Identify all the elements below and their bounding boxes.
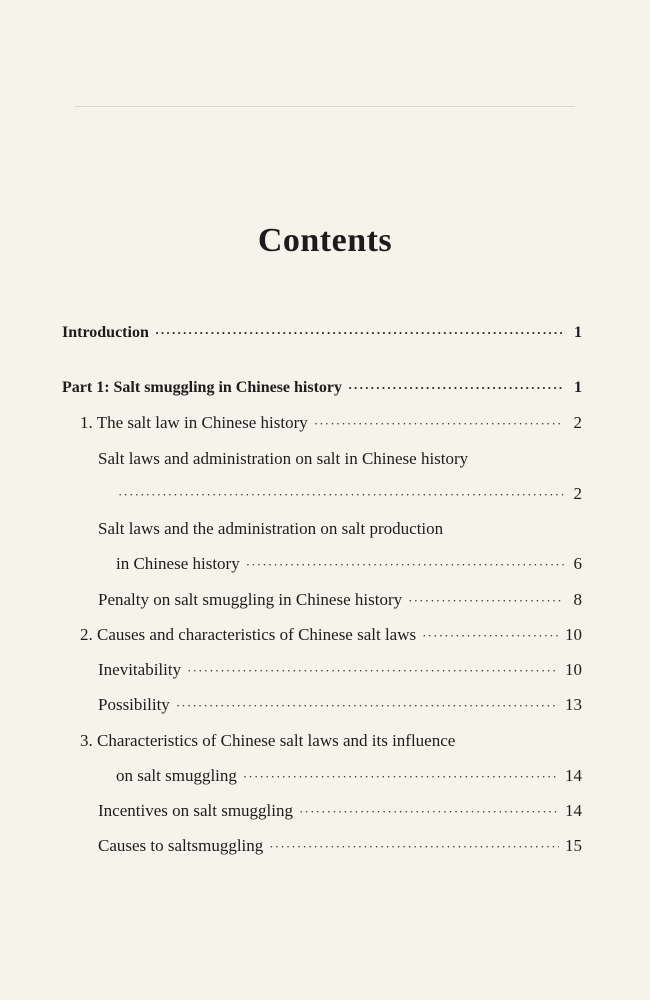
- bleed-through-header-rule: [75, 106, 575, 107]
- toc-page-number: 14: [565, 766, 582, 785]
- toc-entry-causes: [98, 835, 582, 858]
- toc-entry-incentives: [98, 800, 582, 823]
- toc-leader-dots: [269, 836, 559, 858]
- toc-leader-dots: [299, 801, 559, 823]
- toc-entry-label: Part 1: Salt smuggling in Chinese history: [62, 379, 343, 396]
- toc-entry-salt-production: [98, 518, 582, 540]
- toc-entry-label: 3. Characteristics of Chinese salt laws and its influence: [80, 731, 456, 750]
- toc-page-number: 2: [573, 484, 582, 503]
- toc-page-number: 8: [573, 590, 582, 609]
- toc-entry-label: Salt laws and the administration on salt production: [98, 519, 444, 538]
- toc-page-number: 13: [565, 695, 582, 714]
- toc-page-number: 2: [573, 413, 582, 432]
- toc-entry-label: Salt laws and administration on salt in Chinese history: [98, 449, 469, 468]
- toc-page-number: 10: [565, 660, 582, 679]
- toc-entry-inevitability: [98, 659, 582, 682]
- toc-leader-dots: [118, 484, 564, 506]
- toc-leader-dots: [246, 554, 564, 576]
- toc-leader-dots: [408, 590, 564, 612]
- toc-leader-dots: [348, 377, 564, 399]
- toc-entry-label: Incentives on salt smuggling: [98, 801, 294, 820]
- toc-page-number: 1: [574, 379, 582, 396]
- toc-leader-dots: [243, 766, 559, 788]
- toc-entry-salt-laws-admin: [98, 448, 582, 470]
- toc-leader-dots: [422, 625, 559, 647]
- toc-entry-salt-laws-admin-cont: [118, 483, 582, 506]
- toc-entry-label: Introduction: [62, 324, 149, 341]
- toc-leader-dots: [155, 322, 564, 344]
- toc-page-number: 14: [565, 801, 582, 820]
- toc-entry-section-1: [80, 412, 582, 435]
- toc-leader-dots: [176, 695, 559, 717]
- toc-page-number: 6: [573, 554, 582, 573]
- toc-entry-label: 2. Causes and characteristics of Chinese salt laws: [80, 625, 417, 644]
- toc-leader-dots: [187, 660, 559, 682]
- toc-entry-possibility: [98, 694, 582, 717]
- toc-entry-penalty: [98, 589, 582, 612]
- toc-entry-part-1: [62, 377, 582, 399]
- toc-entry-label: Causes to saltsmuggling: [98, 836, 264, 855]
- toc-entry-label: in Chinese history: [116, 554, 240, 573]
- toc-entry-label: Possibility: [98, 695, 170, 714]
- page-title: Contents: [257, 222, 393, 259]
- toc-page-number: 15: [565, 836, 582, 855]
- toc-entry-label: Inevitability: [98, 660, 182, 679]
- toc-entry-label: Penalty on salt smuggling in Chinese history: [98, 590, 403, 609]
- toc-entry-section-3-cont: [116, 765, 582, 788]
- toc-page-number: 10: [565, 625, 582, 644]
- toc-entry-section-2: [80, 624, 582, 647]
- toc-entry-label: 1. The salt law in Chinese history: [80, 413, 308, 432]
- toc-entry-introduction: [62, 322, 582, 344]
- toc-leader-dots: [314, 413, 564, 435]
- toc-page-number: 1: [574, 324, 582, 341]
- toc-entry-salt-production-cont: [116, 553, 582, 576]
- toc-entry-label: on salt smuggling: [116, 766, 237, 785]
- toc-entry-section-3: [80, 730, 582, 752]
